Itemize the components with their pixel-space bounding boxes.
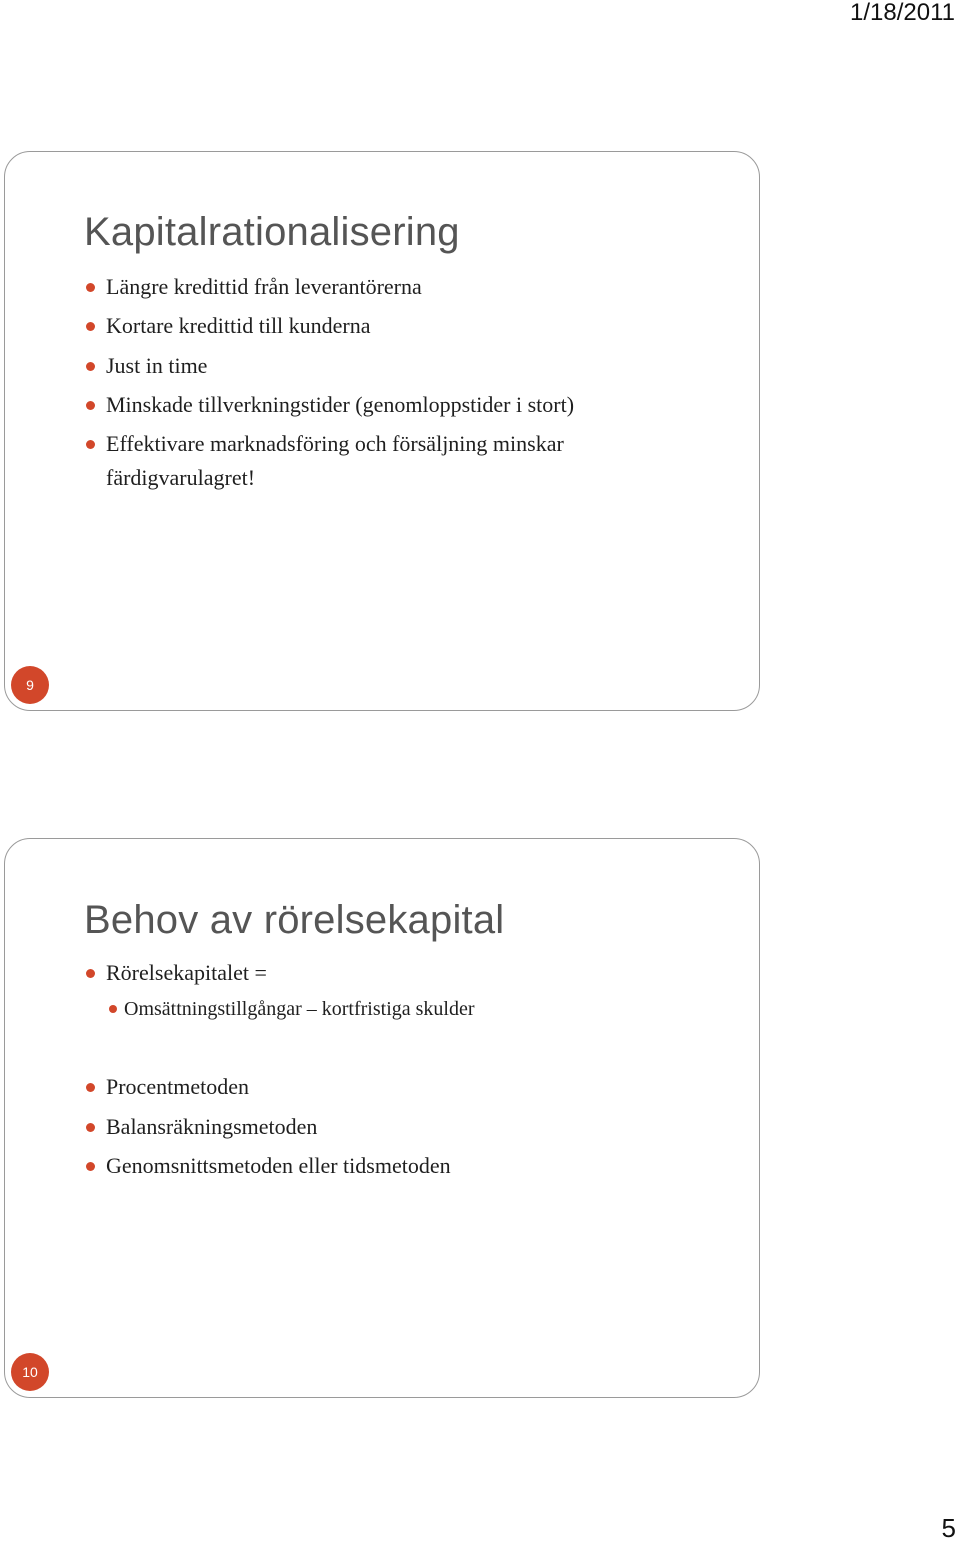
bullet-list xyxy=(84,956,724,990)
bullet-text: Minskade tillverkningstider (genomloppstider i stort) xyxy=(106,391,575,417)
bullet-dot-icon xyxy=(86,440,95,449)
slide-9 xyxy=(4,151,760,711)
bullet-dot-icon xyxy=(86,1162,95,1171)
sub-list-item xyxy=(107,992,747,1026)
bullet-dot-icon xyxy=(86,969,95,978)
sub-list-item xyxy=(84,992,724,1026)
list-item xyxy=(84,388,724,422)
bullet-text: Kortare kredittid till kunderna xyxy=(106,313,371,339)
page-date: 1/18/2011 xyxy=(850,0,955,26)
slide-number-badge: 9 xyxy=(11,666,49,704)
list-item xyxy=(84,1110,724,1144)
bullet-text: Just in time xyxy=(106,352,208,378)
bullet-dot-icon xyxy=(86,401,95,410)
bullet-text: Balansräkningsmetoden xyxy=(106,1113,318,1139)
sub-bullet-dot-icon xyxy=(109,1005,117,1013)
list-item xyxy=(84,270,724,304)
bullet-dot-icon xyxy=(86,1083,95,1092)
page-number: 5 xyxy=(941,1513,956,1543)
list-item xyxy=(84,956,724,990)
bullet-text: Effektivare marknadsföring och försäljning minskar färdigvarulagret! xyxy=(106,431,564,491)
bullet-list xyxy=(84,1070,724,1189)
slide-10 xyxy=(4,838,760,1398)
sub-bullet-text: Omsättningstillgångar – kortfristiga skulder xyxy=(124,998,475,1020)
bullet-text: Rörelsekapitalet = xyxy=(106,960,267,985)
bullet-dot-icon xyxy=(86,322,95,331)
bullet-text: Längre kredittid från leverantörerna xyxy=(106,274,422,299)
sub-list xyxy=(107,992,747,1026)
bullet-dot-icon xyxy=(86,362,95,371)
list-item xyxy=(84,1070,724,1104)
bullet-dot-icon xyxy=(86,283,95,292)
bullet-text: Procentmetoden xyxy=(106,1074,249,1099)
bullet-dot-icon xyxy=(86,1123,95,1132)
bullet-text: Genomsnittsmetoden eller tidsmetoden xyxy=(106,1153,451,1178)
list-item xyxy=(84,309,724,343)
sub-bullet-list xyxy=(84,992,724,1026)
slide-number-badge: 10 xyxy=(11,1353,49,1391)
list-item xyxy=(84,1149,724,1183)
slide-title: Behov av rörelsekapital xyxy=(84,898,505,942)
bullet-list xyxy=(84,270,724,500)
list-item xyxy=(84,427,666,495)
list-item xyxy=(84,349,724,383)
slide-title: Kapitalrationalisering xyxy=(84,210,460,254)
